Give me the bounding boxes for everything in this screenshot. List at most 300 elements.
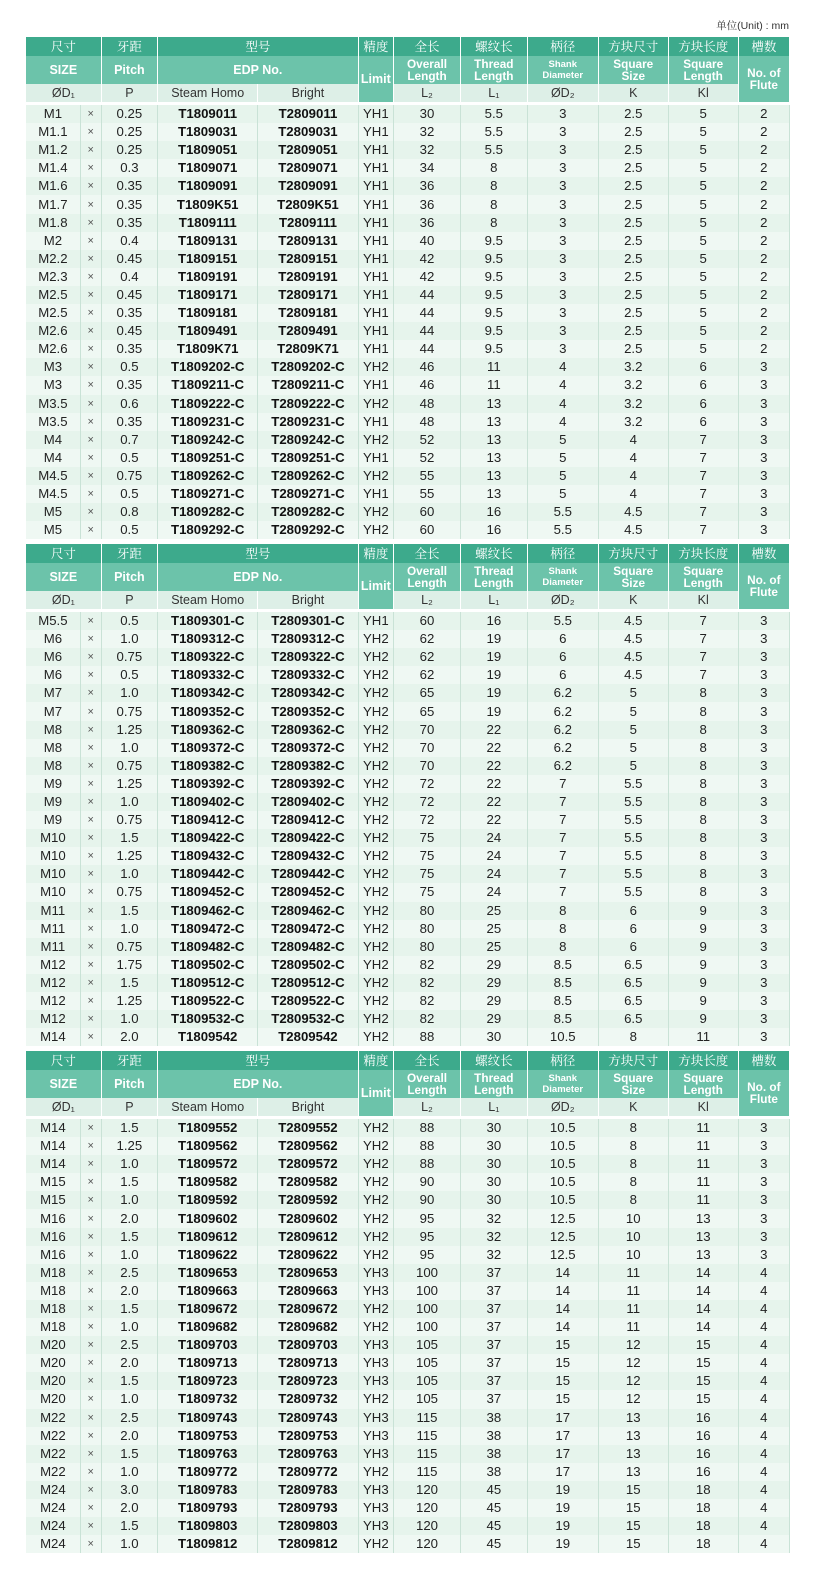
table-cell: 4 <box>738 1264 789 1282</box>
table-cell: 1.5 <box>101 1118 157 1138</box>
table-cell: 8 <box>668 865 738 883</box>
table-cell: T2809271-C <box>258 485 358 503</box>
table-row <box>26 1155 790 1173</box>
table-cell: 16 <box>668 1409 738 1427</box>
table-cell: 105 <box>394 1372 461 1390</box>
header-row-symbols <box>26 1098 790 1118</box>
header-en-cell <box>527 563 598 591</box>
table-cell: 3 <box>738 938 789 956</box>
table-cell: 7 <box>668 611 738 631</box>
table-row <box>26 811 790 829</box>
table-cell: 2.5 <box>598 286 668 304</box>
table-cell: T2809612 <box>258 1228 358 1246</box>
table-cell: T2809322-C <box>258 648 358 666</box>
table-cell: 1.5 <box>101 1228 157 1246</box>
header-en-line: No. of <box>747 573 781 587</box>
table-cell: 0.5 <box>101 521 157 539</box>
table-cell: YH3 <box>358 1264 394 1282</box>
header-row-symbols <box>26 84 790 104</box>
header-en-line: Square <box>613 564 654 578</box>
table-cell: M24 <box>26 1499 80 1517</box>
table-cell: 10.5 <box>527 1137 598 1155</box>
table-cell: × <box>80 250 101 268</box>
table-cell: T2809191 <box>258 268 358 286</box>
table-row <box>26 1173 790 1191</box>
table-cell: YH2 <box>358 1173 394 1191</box>
table-cell: T2809231-C <box>258 413 358 431</box>
header-zh-cell: 螺纹长 <box>460 37 527 56</box>
table-cell: 2.5 <box>598 250 668 268</box>
table-cell: 6 <box>668 413 738 431</box>
table-cell: YH2 <box>358 648 394 666</box>
table-cell: T2809703 <box>258 1336 358 1354</box>
table-cell: 9 <box>668 920 738 938</box>
table-cell: T1809171 <box>158 286 258 304</box>
table-cell: 6.2 <box>527 702 598 720</box>
table-cell: M5 <box>26 521 80 539</box>
table-cell: 44 <box>394 340 461 358</box>
table-cell: 75 <box>394 865 461 883</box>
table-cell: 13 <box>598 1427 668 1445</box>
table-cell: 8 <box>668 702 738 720</box>
table-cell: T1809292-C <box>158 521 258 539</box>
table-cell: 1.0 <box>101 1318 157 1336</box>
header-en-line: Square <box>613 1071 654 1085</box>
table-cell: 8.5 <box>527 992 598 1010</box>
table-cell: 2.5 <box>598 322 668 340</box>
header-symbol-cell: L₁ <box>460 1098 527 1118</box>
table-cell: 2 <box>738 141 789 159</box>
table-cell: M22 <box>26 1445 80 1463</box>
table-cell: 3.2 <box>598 395 668 413</box>
header-en-cell <box>460 56 527 84</box>
table-row <box>26 1191 790 1209</box>
table-cell: M16 <box>26 1228 80 1246</box>
table-cell: 88 <box>394 1028 461 1046</box>
header-en-line: Length <box>407 1083 447 1097</box>
table-cell: T1809743 <box>158 1409 258 1427</box>
table-cell: 3 <box>738 956 789 974</box>
table-cell: 4 <box>738 1499 789 1517</box>
table-row <box>26 1118 790 1138</box>
header-en-line: Thread <box>474 1071 514 1085</box>
table-cell: 1.25 <box>101 847 157 865</box>
table-cell: YH3 <box>358 1354 394 1372</box>
table-cell: M9 <box>26 775 80 793</box>
table-cell: 14 <box>668 1300 738 1318</box>
table-cell: 5.5 <box>598 847 668 865</box>
table-cell: M10 <box>26 829 80 847</box>
table-cell: T1809592 <box>158 1191 258 1209</box>
table-cell: × <box>80 811 101 829</box>
header-zh-cell: 全长 <box>394 544 461 563</box>
table-cell: YH3 <box>358 1336 394 1354</box>
table-cell: 48 <box>394 413 461 431</box>
table-cell: M12 <box>26 974 80 992</box>
table-cell: 5 <box>668 340 738 358</box>
table-cell: M6 <box>26 648 80 666</box>
table-cell: 2.5 <box>598 232 668 250</box>
table-cell: 1.0 <box>101 865 157 883</box>
table-cell: 19 <box>460 666 527 684</box>
table-cell: YH1 <box>358 304 394 322</box>
table-cell: YH1 <box>358 340 394 358</box>
table-cell: 15 <box>668 1390 738 1408</box>
header-symbol-cell: P <box>101 84 157 104</box>
table-cell: 0.5 <box>101 449 157 467</box>
table-cell: 3 <box>738 702 789 720</box>
table-cell: M5 <box>26 503 80 521</box>
table-cell: T1809713 <box>158 1354 258 1372</box>
table-cell: 88 <box>394 1155 461 1173</box>
table-cell: T2809031 <box>258 123 358 141</box>
table-cell: T2809572 <box>258 1155 358 1173</box>
table-row <box>26 829 790 847</box>
table-cell: M2.6 <box>26 340 80 358</box>
table-cell: 60 <box>394 503 461 521</box>
table-cell: × <box>80 865 101 883</box>
header-symbol-cell: Steam Homo <box>158 1098 258 1118</box>
table-cell: × <box>80 938 101 956</box>
table-cell: 48 <box>394 395 461 413</box>
table-cell: T1809732 <box>158 1390 258 1408</box>
table-cell: T1809K71 <box>158 340 258 358</box>
table-cell: M18 <box>26 1264 80 1282</box>
table-cell: 2.5 <box>598 304 668 322</box>
table-cell: 6.5 <box>598 974 668 992</box>
table-cell: 10 <box>598 1209 668 1227</box>
table-cell: T1809K51 <box>158 195 258 213</box>
table-cell: 4.5 <box>598 611 668 631</box>
table-row <box>26 648 790 666</box>
table-cell: T1809512-C <box>158 974 258 992</box>
table-cell: 45 <box>460 1535 527 1553</box>
table-row <box>26 1209 790 1227</box>
table-cell: 45 <box>460 1517 527 1535</box>
table-cell: YH1 <box>358 104 394 124</box>
table-cell: 9.5 <box>460 304 527 322</box>
table-cell: 10 <box>598 1246 668 1264</box>
header-en-cell: Pitch <box>101 563 157 591</box>
table-cell: T1809682 <box>158 1318 258 1336</box>
table-cell: T2809512-C <box>258 974 358 992</box>
table-cell: 8 <box>460 214 527 232</box>
table-cell: T1809723 <box>158 1372 258 1390</box>
table-cell: × <box>80 340 101 358</box>
table-cell: 3 <box>738 739 789 757</box>
header-en-line: Size <box>621 1083 646 1097</box>
table-cell: 4 <box>738 1282 789 1300</box>
table-cell: 2 <box>738 286 789 304</box>
table-cell: 15 <box>527 1372 598 1390</box>
header-en-cell <box>460 1070 527 1098</box>
table-cell: YH2 <box>358 684 394 702</box>
table-cell: 5 <box>668 304 738 322</box>
table-cell: T2809582 <box>258 1173 358 1191</box>
table-row <box>26 1463 790 1481</box>
table-cell: T2809482-C <box>258 938 358 956</box>
table-cell: 19 <box>460 684 527 702</box>
table-row <box>26 177 790 195</box>
table-cell: × <box>80 322 101 340</box>
table-cell: 24 <box>460 829 527 847</box>
table-cell: 0.6 <box>101 395 157 413</box>
table-cell: T2809312-C <box>258 630 358 648</box>
table-cell: T1809422-C <box>158 829 258 847</box>
table-cell: 8.5 <box>527 1010 598 1028</box>
table-cell: 2.5 <box>101 1264 157 1282</box>
table-cell: T2809793 <box>258 1499 358 1517</box>
table-cell: 19 <box>527 1481 598 1499</box>
table-cell: T1809602 <box>158 1209 258 1227</box>
table-cell: T2809803 <box>258 1517 358 1535</box>
table-cell: 1.0 <box>101 630 157 648</box>
table-cell: T1809532-C <box>158 1010 258 1028</box>
table-cell: 36 <box>394 214 461 232</box>
table-cell: 5 <box>668 159 738 177</box>
table-cell: YH2 <box>358 739 394 757</box>
table-cell: T1809402-C <box>158 793 258 811</box>
table-cell: 25 <box>460 920 527 938</box>
table-cell: 7 <box>527 793 598 811</box>
table-cell: M6 <box>26 666 80 684</box>
table-cell: T2809K51 <box>258 195 358 213</box>
table-cell: × <box>80 775 101 793</box>
table-cell: 1.5 <box>101 1300 157 1318</box>
table-row <box>26 1300 790 1318</box>
table-cell: T1809031 <box>158 123 258 141</box>
table-row <box>26 322 790 340</box>
table-cell: 11 <box>598 1264 668 1282</box>
header-zh-cell: 尺寸 <box>26 1051 101 1070</box>
table-cell: 95 <box>394 1228 461 1246</box>
table-cell: 6 <box>527 648 598 666</box>
table-cell: 5 <box>598 721 668 739</box>
table-cell: 15 <box>668 1354 738 1372</box>
table-cell: 75 <box>394 883 461 901</box>
table-cell: T1809131 <box>158 232 258 250</box>
table-cell: 9.5 <box>460 340 527 358</box>
table-cell: 10.5 <box>527 1118 598 1138</box>
header-zh-cell: 尺寸 <box>26 544 101 563</box>
table-cell: 1.75 <box>101 956 157 974</box>
table-cell: 3 <box>738 811 789 829</box>
table-cell: T2809202-C <box>258 358 358 376</box>
table-cell: 3 <box>738 1010 789 1028</box>
header-symbol-cell: K <box>598 1098 668 1118</box>
header-symbol-cell: Kl <box>668 591 738 611</box>
table-cell: 0.4 <box>101 232 157 250</box>
table-cell: 22 <box>460 721 527 739</box>
table-cell: M1.1 <box>26 123 80 141</box>
table-cell: × <box>80 395 101 413</box>
table-cell: 8 <box>668 775 738 793</box>
table-cell: T1809462-C <box>158 902 258 920</box>
table-cell: × <box>80 503 101 521</box>
table-cell: 4 <box>527 413 598 431</box>
table-cell: 7 <box>668 449 738 467</box>
table-cell: T2809251-C <box>258 449 358 467</box>
table-cell: M22 <box>26 1427 80 1445</box>
table-cell: YH2 <box>358 847 394 865</box>
table-cell: 15 <box>598 1481 668 1499</box>
header-symbol-cell: Bright <box>258 1098 358 1118</box>
table-cell: 13 <box>668 1209 738 1227</box>
table-cell: T1809262-C <box>158 467 258 485</box>
table-cell: 1.0 <box>101 1191 157 1209</box>
table-cell: 115 <box>394 1445 461 1463</box>
header-zh-cell: 方块尺寸 <box>598 37 668 56</box>
table-cell: 0.5 <box>101 358 157 376</box>
table-cell: 3 <box>738 630 789 648</box>
table-cell: YH1 <box>358 159 394 177</box>
table-cell: 1.0 <box>101 920 157 938</box>
table-cell: T2809131 <box>258 232 358 250</box>
table-cell: T2809382-C <box>258 757 358 775</box>
table-cell: YH2 <box>358 1318 394 1336</box>
table-cell: 1.5 <box>101 1372 157 1390</box>
table-row <box>26 1390 790 1408</box>
table-cell: T2809292-C <box>258 521 358 539</box>
header-en-cell <box>394 56 461 84</box>
table-cell: YH2 <box>358 666 394 684</box>
header-en-cell: Limit <box>358 563 394 611</box>
header-zh-cell: 柄径 <box>527 544 598 563</box>
table-cell: 0.25 <box>101 123 157 141</box>
table-cell: 2.0 <box>101 1499 157 1517</box>
table-cell: × <box>80 1246 101 1264</box>
table-row <box>26 883 790 901</box>
table-cell: T1809111 <box>158 214 258 232</box>
table-cell: 5 <box>598 757 668 775</box>
table-cell: M4.5 <box>26 467 80 485</box>
table-cell: YH2 <box>358 757 394 775</box>
table-cell: × <box>80 304 101 322</box>
table-cell: × <box>80 431 101 449</box>
table-cell: 120 <box>394 1481 461 1499</box>
table-cell: M11 <box>26 902 80 920</box>
table-cell: M16 <box>26 1246 80 1264</box>
header-symbol-cell: L₂ <box>394 1098 461 1118</box>
table-cell: 3 <box>738 721 789 739</box>
table-cell: YH2 <box>358 902 394 920</box>
header-en-line: Length <box>683 576 723 590</box>
table-cell: 1.0 <box>101 1463 157 1481</box>
table-cell: 6 <box>668 395 738 413</box>
table-cell: 4 <box>738 1463 789 1481</box>
table-cell: 6 <box>668 376 738 394</box>
table-cell: 80 <box>394 938 461 956</box>
table-cell: T1809382-C <box>158 757 258 775</box>
table-cell: 3 <box>527 195 598 213</box>
table-cell: 90 <box>394 1173 461 1191</box>
table-cell: YH1 <box>358 449 394 467</box>
table-cell: 44 <box>394 322 461 340</box>
table-cell: 45 <box>460 1499 527 1517</box>
header-en-line: Overall <box>407 564 448 578</box>
header-en-cell <box>598 563 668 591</box>
header-en-line: Length <box>407 69 447 83</box>
table-cell: 6 <box>598 920 668 938</box>
table-cell: 3 <box>738 847 789 865</box>
table-cell: 3 <box>738 467 789 485</box>
table-cell: × <box>80 721 101 739</box>
table-cell: 2.0 <box>101 1028 157 1046</box>
table-cell: 44 <box>394 304 461 322</box>
header-symbol-cell: ØD₁ <box>26 84 101 104</box>
table-cell: 2.0 <box>101 1209 157 1227</box>
header-zh-cell: 方块长度 <box>668 544 738 563</box>
header-symbol-cell: P <box>101 1098 157 1118</box>
header-en-line: Shank <box>548 1073 578 1084</box>
header-zh-cell: 槽数 <box>738 37 789 56</box>
table-cell: 3 <box>738 503 789 521</box>
header-row-en <box>26 563 790 591</box>
table-cell: × <box>80 159 101 177</box>
table-cell: 13 <box>668 1246 738 1264</box>
table-cell: × <box>80 123 101 141</box>
table-cell: 8 <box>668 883 738 901</box>
table-cell: T2809452-C <box>258 883 358 901</box>
table-cell: 5 <box>527 467 598 485</box>
header-en-cell <box>738 56 789 104</box>
table-row <box>26 503 790 521</box>
table-cell: M24 <box>26 1535 80 1553</box>
table-cell: T2809262-C <box>258 467 358 485</box>
table-cell: T1809612 <box>158 1228 258 1246</box>
table-cell: 3 <box>738 1228 789 1246</box>
table-cell: M12 <box>26 956 80 974</box>
table-cell: YH2 <box>358 1228 394 1246</box>
header-en-cell: Pitch <box>101 56 157 84</box>
table-cell: 2.0 <box>101 1354 157 1372</box>
table-cell: 19 <box>527 1535 598 1553</box>
header-symbol-cell: Bright <box>258 591 358 611</box>
header-symbol-cell: Kl <box>668 1098 738 1118</box>
table-cell: T2809362-C <box>258 721 358 739</box>
table-cell: T2809472-C <box>258 920 358 938</box>
table-cell: T2809091 <box>258 177 358 195</box>
table-cell: 4 <box>598 431 668 449</box>
table-cell: T1809542 <box>158 1028 258 1046</box>
table-cell: 25 <box>460 902 527 920</box>
table-cell: M4 <box>26 449 80 467</box>
table-cell: × <box>80 847 101 865</box>
table-cell: 4 <box>738 1535 789 1553</box>
table-cell: 0.5 <box>101 485 157 503</box>
table-cell: 70 <box>394 757 461 775</box>
unit-label: 单位(Unit) : mm <box>716 20 789 32</box>
header-symbol-cell: P <box>101 591 157 611</box>
table-cell: T1809572 <box>158 1155 258 1173</box>
table-cell: × <box>80 757 101 775</box>
table-cell: YH2 <box>358 920 394 938</box>
header-en-cell: Limit <box>358 56 394 104</box>
header-symbol-cell: Bright <box>258 84 358 104</box>
table-cell: T1809312-C <box>158 630 258 648</box>
table-cell: 5.5 <box>527 611 598 631</box>
table-cell: 30 <box>460 1118 527 1138</box>
table-cell: 7 <box>668 666 738 684</box>
table-cell: M3.5 <box>26 413 80 431</box>
header-zh-cell: 柄径 <box>527 37 598 56</box>
table-row <box>26 304 790 322</box>
table-cell: 22 <box>460 739 527 757</box>
table-cell: 4.5 <box>598 521 668 539</box>
table-cell: 100 <box>394 1264 461 1282</box>
table-cell: 5.5 <box>598 793 668 811</box>
table-cell: T2809222-C <box>258 395 358 413</box>
